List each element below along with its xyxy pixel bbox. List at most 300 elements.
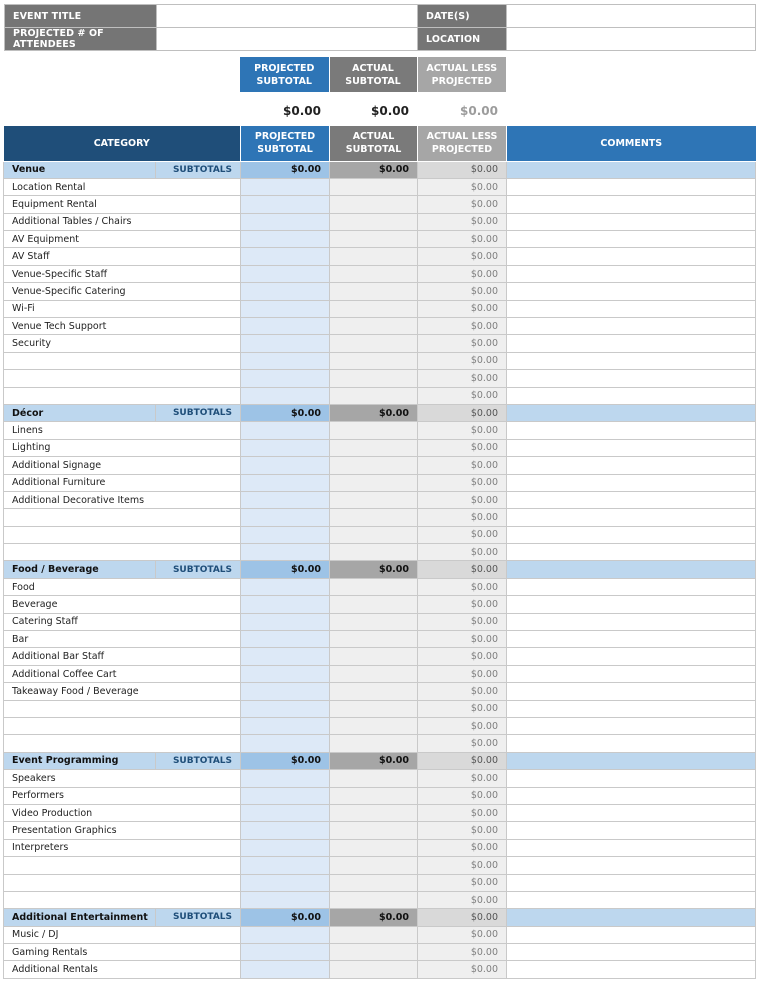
actual-amount-cell[interactable] <box>330 283 418 300</box>
comments-cell[interactable] <box>507 491 756 508</box>
projected-amount-cell[interactable] <box>241 196 330 213</box>
actual-amount-cell[interactable] <box>330 457 418 474</box>
line-item-row <box>4 248 756 265</box>
actual-amount-cell[interactable] <box>330 196 418 213</box>
line-item-row <box>4 718 756 735</box>
line-item-name[interactable]: AV Staff <box>4 248 241 265</box>
summary-alp-header <box>417 57 506 92</box>
actual-amount-cell[interactable] <box>330 474 418 491</box>
section-projected-subtotal: $0.00 <box>241 161 330 178</box>
projected-amount-cell[interactable] <box>241 526 330 543</box>
line-item-name[interactable]: Additional Furniture <box>4 474 241 491</box>
subtotals-label: SUBTOTALS <box>156 404 241 421</box>
projected-amount-cell[interactable] <box>241 387 330 404</box>
comments-cell[interactable] <box>507 926 756 943</box>
summary-projected-header-line1: PROJECTED <box>254 62 315 74</box>
actual-less-projected-cell: $0.00 <box>418 196 507 213</box>
line-item-name[interactable] <box>4 718 241 735</box>
attendees-label: PROJECTED # OF ATTENDEES <box>5 28 157 51</box>
actual-amount-cell[interactable] <box>330 683 418 700</box>
comments-cell[interactable] <box>507 648 756 665</box>
line-item-row <box>4 961 756 978</box>
actual-less-projected-cell: $0.00 <box>418 231 507 248</box>
summary-projected-header <box>240 57 329 92</box>
comments-cell[interactable] <box>507 735 756 752</box>
actual-amount-cell[interactable] <box>330 735 418 752</box>
actual-amount-cell[interactable] <box>330 718 418 735</box>
projected-amount-cell[interactable] <box>241 891 330 908</box>
comments-cell[interactable] <box>507 370 756 387</box>
projected-amount-cell[interactable] <box>241 700 330 717</box>
projected-amount-cell[interactable] <box>241 926 330 943</box>
actual-amount-cell[interactable] <box>330 422 418 439</box>
comments-cell[interactable] <box>507 544 756 561</box>
projected-amount-cell[interactable] <box>241 422 330 439</box>
line-item-name[interactable]: Gaming Rentals <box>4 944 241 961</box>
projected-amount-cell[interactable] <box>241 300 330 317</box>
projected-amount-cell[interactable] <box>241 509 330 526</box>
category-column-header: CATEGORY <box>4 126 241 161</box>
line-item-name[interactable]: Additional Tables / Chairs <box>4 213 241 230</box>
actual-amount-cell[interactable] <box>330 491 418 508</box>
projected-amount-cell[interactable] <box>241 491 330 508</box>
comments-cell[interactable] <box>507 700 756 717</box>
actual-less-projected-cell: $0.00 <box>418 874 507 891</box>
line-item-name[interactable]: Wi-Fi <box>4 300 241 317</box>
projected-amount-cell[interactable] <box>241 318 330 335</box>
actual-amount-cell[interactable] <box>330 318 418 335</box>
projected-amount-cell[interactable] <box>241 735 330 752</box>
actual-less-projected-cell: $0.00 <box>418 683 507 700</box>
line-item-row <box>4 526 756 543</box>
comments-cell[interactable] <box>507 422 756 439</box>
projected-amount-cell[interactable] <box>241 265 330 282</box>
line-item-row <box>4 318 756 335</box>
line-item-row <box>4 804 756 821</box>
line-item-name[interactable]: Performers <box>4 787 241 804</box>
actual-less-projected-cell: $0.00 <box>418 300 507 317</box>
line-item-name[interactable]: Equipment Rental <box>4 196 241 213</box>
projected-amount-cell[interactable] <box>241 231 330 248</box>
actual-less-projected-cell: $0.00 <box>418 804 507 821</box>
line-item-name[interactable]: Linens <box>4 422 241 439</box>
section-alp-subtotal: $0.00 <box>418 561 507 578</box>
line-item-row <box>4 491 756 508</box>
section-actual-subtotal: $0.00 <box>330 161 418 178</box>
projected-amount-cell[interactable] <box>241 665 330 682</box>
actual-less-projected-cell: $0.00 <box>418 944 507 961</box>
comments-cell[interactable] <box>507 718 756 735</box>
comments-cell[interactable] <box>507 196 756 213</box>
comments-cell[interactable] <box>507 335 756 352</box>
event-info-row-2 <box>5 28 756 51</box>
line-item-row <box>4 891 756 908</box>
actual-amount-cell[interactable] <box>330 857 418 874</box>
actual-amount-cell[interactable] <box>330 265 418 282</box>
line-item-name[interactable]: Music / DJ <box>4 926 241 943</box>
line-item-row <box>4 613 756 630</box>
actual-amount-cell[interactable] <box>330 544 418 561</box>
line-item-name[interactable] <box>4 891 241 908</box>
line-item-name[interactable] <box>4 352 241 369</box>
actual-less-projected-cell: $0.00 <box>418 648 507 665</box>
line-item-row <box>4 683 756 700</box>
actual-less-projected-cell: $0.00 <box>418 318 507 335</box>
location-field[interactable] <box>507 28 756 51</box>
comments-cell[interactable] <box>507 509 756 526</box>
line-item-name[interactable] <box>4 526 241 543</box>
actual-amount-cell[interactable] <box>330 387 418 404</box>
projected-amount-cell[interactable] <box>241 213 330 230</box>
actual-amount-cell[interactable] <box>330 335 418 352</box>
event-title-field[interactable] <box>157 5 418 28</box>
comments-cell[interactable] <box>507 318 756 335</box>
comments-cell[interactable] <box>507 300 756 317</box>
section-name: Venue <box>4 161 156 178</box>
line-item-row <box>4 648 756 665</box>
line-item-name[interactable]: Presentation Graphics <box>4 822 241 839</box>
actual-amount-cell[interactable] <box>330 613 418 630</box>
actual-amount-cell[interactable] <box>330 891 418 908</box>
line-item-name[interactable]: Venue-Specific Catering <box>4 283 241 300</box>
alp-header-line2: PROJECTED <box>431 144 493 156</box>
section-projected-subtotal: $0.00 <box>241 561 330 578</box>
section-name: Food / Beverage <box>4 561 156 578</box>
section-subtotal-row <box>4 561 756 578</box>
projected-amount-cell[interactable] <box>241 352 330 369</box>
actual-amount-cell[interactable] <box>330 578 418 595</box>
section-name: Décor <box>4 404 156 421</box>
actual-amount-cell[interactable] <box>330 213 418 230</box>
actual-amount-cell[interactable] <box>330 700 418 717</box>
actual-less-projected-cell: $0.00 <box>418 352 507 369</box>
projected-amount-cell[interactable] <box>241 648 330 665</box>
section-subtotal-row <box>4 161 756 178</box>
comments-cell[interactable] <box>507 596 756 613</box>
summary-actual-header-line2: SUBTOTAL <box>345 75 401 87</box>
actual-amount-cell[interactable] <box>330 839 418 856</box>
budget-header-row <box>4 126 756 161</box>
comments-cell[interactable] <box>507 822 756 839</box>
projected-amount-cell[interactable] <box>241 457 330 474</box>
projected-amount-cell[interactable] <box>241 770 330 787</box>
line-item-row <box>4 439 756 456</box>
comments-cell[interactable] <box>507 804 756 821</box>
actual-less-projected-cell: $0.00 <box>418 578 507 595</box>
actual-less-projected-cell: $0.00 <box>418 509 507 526</box>
line-item-name[interactable]: Video Production <box>4 804 241 821</box>
comments-cell[interactable] <box>507 178 756 195</box>
projected-amount-cell[interactable] <box>241 596 330 613</box>
line-item-row <box>4 700 756 717</box>
projected-amount-cell[interactable] <box>241 944 330 961</box>
projected-amount-cell[interactable] <box>241 370 330 387</box>
line-item-name[interactable]: Location Rental <box>4 178 241 195</box>
line-item-row <box>4 926 756 943</box>
comments-cell[interactable] <box>507 387 756 404</box>
line-item-row <box>4 457 756 474</box>
line-item-name[interactable] <box>4 735 241 752</box>
line-item-name[interactable]: Takeaway Food / Beverage <box>4 683 241 700</box>
section-actual-subtotal: $0.00 <box>330 752 418 769</box>
projected-amount-cell[interactable] <box>241 857 330 874</box>
section-projected-subtotal: $0.00 <box>241 752 330 769</box>
comments-cell[interactable] <box>507 352 756 369</box>
comments-cell[interactable] <box>507 961 756 978</box>
projected-amount-cell[interactable] <box>241 631 330 648</box>
comments-cell[interactable] <box>507 231 756 248</box>
actual-less-projected-cell: $0.00 <box>418 700 507 717</box>
comments-cell[interactable] <box>507 578 756 595</box>
section-comments-cell[interactable] <box>507 404 756 421</box>
comments-cell[interactable] <box>507 213 756 230</box>
comments-cell[interactable] <box>507 474 756 491</box>
line-item-row <box>4 300 756 317</box>
actual-amount-cell[interactable] <box>330 961 418 978</box>
projected-amount-cell[interactable] <box>241 578 330 595</box>
line-item-row <box>4 787 756 804</box>
actual-column-header <box>330 126 418 161</box>
section-projected-subtotal: $0.00 <box>241 909 330 926</box>
projected-amount-cell[interactable] <box>241 874 330 891</box>
event-info-table <box>4 4 756 51</box>
line-item-row <box>4 944 756 961</box>
line-item-name[interactable] <box>4 700 241 717</box>
line-item-name[interactable] <box>4 387 241 404</box>
comments-cell[interactable] <box>507 439 756 456</box>
comments-cell[interactable] <box>507 787 756 804</box>
summary-actual-header <box>329 57 417 92</box>
comments-cell[interactable] <box>507 265 756 282</box>
projected-amount-cell[interactable] <box>241 822 330 839</box>
line-item-row <box>4 196 756 213</box>
line-item-name[interactable]: Bar <box>4 631 241 648</box>
line-item-row <box>4 387 756 404</box>
section-comments-cell[interactable] <box>507 561 756 578</box>
summary-header-row <box>240 57 506 92</box>
section-alp-subtotal: $0.00 <box>418 404 507 421</box>
location-label: LOCATION <box>418 28 507 51</box>
section-comments-cell[interactable] <box>507 752 756 769</box>
actual-amount-cell[interactable] <box>330 509 418 526</box>
line-item-row <box>4 822 756 839</box>
comments-cell[interactable] <box>507 944 756 961</box>
comments-column-header: COMMENTS <box>507 126 756 161</box>
actual-less-projected-cell: $0.00 <box>418 718 507 735</box>
line-item-row <box>4 596 756 613</box>
summary-projected-header-line2: SUBTOTAL <box>256 75 312 87</box>
section-subtotal-row <box>4 752 756 769</box>
comments-cell[interactable] <box>507 891 756 908</box>
actual-amount-cell[interactable] <box>330 770 418 787</box>
section-actual-subtotal: $0.00 <box>330 909 418 926</box>
actual-less-projected-cell: $0.00 <box>418 283 507 300</box>
line-item-row <box>4 231 756 248</box>
comments-cell[interactable] <box>507 248 756 265</box>
actual-amount-cell[interactable] <box>330 300 418 317</box>
line-item-name[interactable]: Additional Decorative Items <box>4 491 241 508</box>
section-comments-cell[interactable] <box>507 909 756 926</box>
actual-less-projected-cell: $0.00 <box>418 735 507 752</box>
line-item-name[interactable] <box>4 509 241 526</box>
line-item-name[interactable] <box>4 857 241 874</box>
dates-field[interactable] <box>507 5 756 28</box>
budget-table <box>3 126 756 979</box>
line-item-name[interactable]: Additional Rentals <box>4 961 241 978</box>
actual-less-projected-cell: $0.00 <box>418 857 507 874</box>
line-item-row <box>4 422 756 439</box>
actual-header-line1: ACTUAL <box>352 131 395 143</box>
section-actual-subtotal: $0.00 <box>330 404 418 421</box>
summary-actual-value: $0.00 <box>371 104 409 118</box>
line-item-name[interactable] <box>4 874 241 891</box>
projected-amount-cell[interactable] <box>241 439 330 456</box>
actual-amount-cell[interactable] <box>330 926 418 943</box>
summary-projected-value: $0.00 <box>283 104 321 118</box>
comments-cell[interactable] <box>507 874 756 891</box>
actual-amount-cell[interactable] <box>330 665 418 682</box>
actual-amount-cell[interactable] <box>330 804 418 821</box>
line-item-name[interactable] <box>4 370 241 387</box>
actual-less-projected-cell: $0.00 <box>418 961 507 978</box>
line-item-name[interactable]: Security <box>4 335 241 352</box>
line-item-name[interactable]: Food <box>4 578 241 595</box>
line-item-name[interactable]: Speakers <box>4 770 241 787</box>
line-item-name[interactable]: Beverage <box>4 596 241 613</box>
attendees-field[interactable] <box>157 28 418 51</box>
actual-less-projected-cell: $0.00 <box>418 926 507 943</box>
actual-amount-cell[interactable] <box>330 874 418 891</box>
comments-cell[interactable] <box>507 613 756 630</box>
section-projected-subtotal: $0.00 <box>241 404 330 421</box>
alp-column-header <box>418 126 507 161</box>
actual-less-projected-cell: $0.00 <box>418 387 507 404</box>
actual-less-projected-cell: $0.00 <box>418 665 507 682</box>
summary-actual-header-line1: ACTUAL <box>352 62 394 74</box>
projected-amount-cell[interactable] <box>241 335 330 352</box>
comments-cell[interactable] <box>507 770 756 787</box>
line-item-row <box>4 839 756 856</box>
subtotals-label: SUBTOTALS <box>156 561 241 578</box>
actual-amount-cell[interactable] <box>330 596 418 613</box>
projected-amount-cell[interactable] <box>241 787 330 804</box>
actual-amount-cell[interactable] <box>330 248 418 265</box>
line-item-name[interactable]: Additional Signage <box>4 457 241 474</box>
actual-amount-cell[interactable] <box>330 787 418 804</box>
line-item-row <box>4 178 756 195</box>
section-name: Additional Entertainment <box>4 909 156 926</box>
comments-cell[interactable] <box>507 839 756 856</box>
actual-amount-cell[interactable] <box>330 631 418 648</box>
section-alp-subtotal: $0.00 <box>418 161 507 178</box>
comments-cell[interactable] <box>507 457 756 474</box>
comments-cell[interactable] <box>507 631 756 648</box>
actual-amount-cell[interactable] <box>330 178 418 195</box>
actual-amount-cell[interactable] <box>330 439 418 456</box>
summary-value-row <box>240 92 506 126</box>
actual-amount-cell[interactable] <box>330 370 418 387</box>
actual-less-projected-cell: $0.00 <box>418 526 507 543</box>
section-alp-subtotal: $0.00 <box>418 909 507 926</box>
actual-less-projected-cell: $0.00 <box>418 422 507 439</box>
line-item-name[interactable] <box>4 544 241 561</box>
projected-amount-cell[interactable] <box>241 683 330 700</box>
projected-column-header <box>241 126 330 161</box>
line-item-name[interactable]: Venue-Specific Staff <box>4 265 241 282</box>
actual-less-projected-cell: $0.00 <box>418 439 507 456</box>
actual-less-projected-cell: $0.00 <box>418 457 507 474</box>
actual-amount-cell[interactable] <box>330 352 418 369</box>
line-item-row <box>4 665 756 682</box>
actual-amount-cell[interactable] <box>330 231 418 248</box>
projected-amount-cell[interactable] <box>241 474 330 491</box>
comments-cell[interactable] <box>507 283 756 300</box>
line-item-row <box>4 335 756 352</box>
projected-header-line2: SUBTOTAL <box>257 144 313 156</box>
line-item-name[interactable]: Venue Tech Support <box>4 318 241 335</box>
comments-cell[interactable] <box>507 526 756 543</box>
projected-header-line1: PROJECTED <box>254 131 316 143</box>
actual-less-projected-cell: $0.00 <box>418 596 507 613</box>
projected-amount-cell[interactable] <box>241 804 330 821</box>
line-item-row <box>4 213 756 230</box>
actual-amount-cell[interactable] <box>330 526 418 543</box>
actual-amount-cell[interactable] <box>330 944 418 961</box>
actual-less-projected-cell: $0.00 <box>418 265 507 282</box>
actual-less-projected-cell: $0.00 <box>418 631 507 648</box>
projected-amount-cell[interactable] <box>241 178 330 195</box>
line-item-name[interactable]: Additional Coffee Cart <box>4 665 241 682</box>
comments-cell[interactable] <box>507 857 756 874</box>
line-item-name[interactable]: Interpreters <box>4 839 241 856</box>
actual-amount-cell[interactable] <box>330 822 418 839</box>
line-item-row <box>4 544 756 561</box>
section-name: Event Programming <box>4 752 156 769</box>
line-item-row <box>4 370 756 387</box>
section-comments-cell[interactable] <box>507 161 756 178</box>
projected-amount-cell[interactable] <box>241 283 330 300</box>
actual-less-projected-cell: $0.00 <box>418 213 507 230</box>
comments-cell[interactable] <box>507 683 756 700</box>
line-item-row <box>4 874 756 891</box>
projected-amount-cell[interactable] <box>241 718 330 735</box>
projected-amount-cell[interactable] <box>241 544 330 561</box>
line-item-name[interactable]: AV Equipment <box>4 231 241 248</box>
line-item-name[interactable]: Additional Bar Staff <box>4 648 241 665</box>
actual-amount-cell[interactable] <box>330 648 418 665</box>
actual-less-projected-cell: $0.00 <box>418 839 507 856</box>
line-item-name[interactable]: Lighting <box>4 439 241 456</box>
actual-less-projected-cell: $0.00 <box>418 544 507 561</box>
line-item-row <box>4 509 756 526</box>
line-item-row <box>4 735 756 752</box>
projected-amount-cell[interactable] <box>241 613 330 630</box>
projected-amount-cell[interactable] <box>241 839 330 856</box>
line-item-row <box>4 578 756 595</box>
budget-body <box>4 161 756 978</box>
line-item-row <box>4 265 756 282</box>
section-subtotal-row <box>4 404 756 421</box>
section-alp-subtotal: $0.00 <box>418 752 507 769</box>
projected-amount-cell[interactable] <box>241 961 330 978</box>
actual-less-projected-cell: $0.00 <box>418 770 507 787</box>
line-item-name[interactable]: Catering Staff <box>4 613 241 630</box>
actual-less-projected-cell: $0.00 <box>418 822 507 839</box>
comments-cell[interactable] <box>507 665 756 682</box>
projected-amount-cell[interactable] <box>241 248 330 265</box>
actual-less-projected-cell: $0.00 <box>418 178 507 195</box>
section-subtotal-row <box>4 909 756 926</box>
